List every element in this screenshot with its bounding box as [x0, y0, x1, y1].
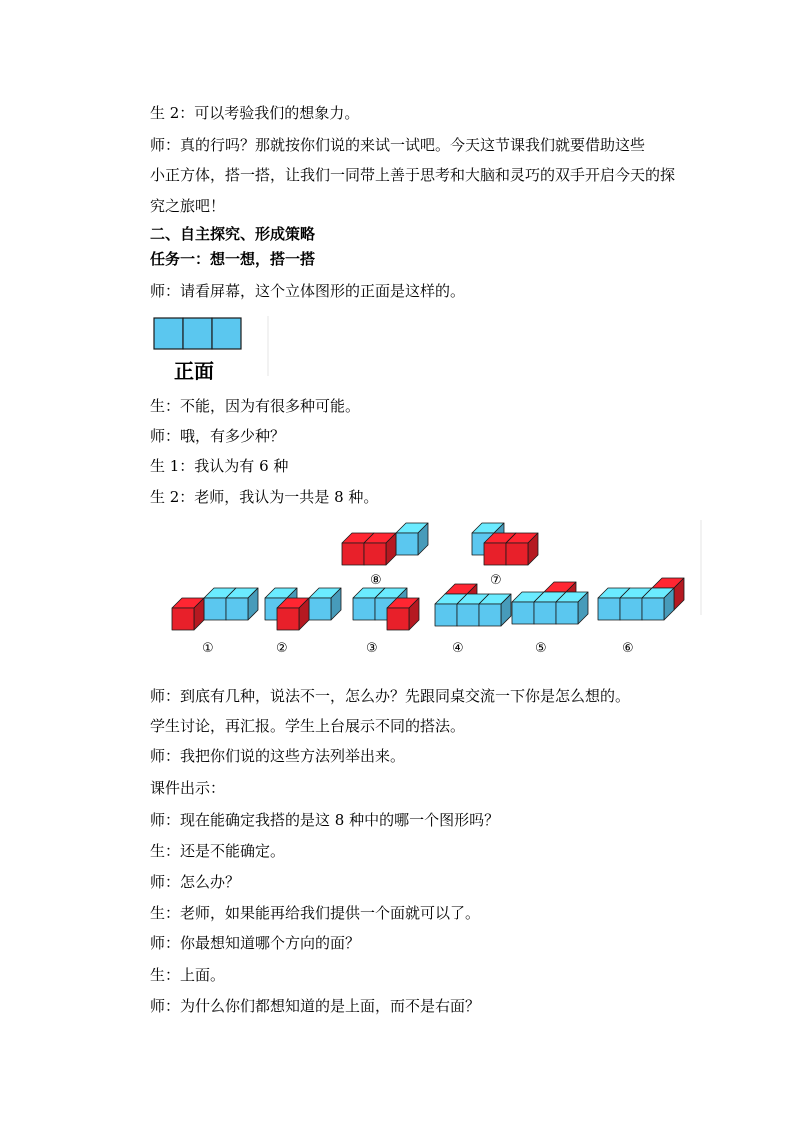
cube	[556, 592, 588, 624]
cube	[364, 533, 396, 565]
cube	[642, 588, 674, 620]
arrangement-3	[172, 588, 258, 630]
arrangement-label: ④	[452, 641, 464, 656]
cube	[396, 523, 428, 555]
text-line: 生 2：老师，我认为一共是 8 种。	[150, 488, 379, 506]
text-line: 生 2：可以考验我们的想象力。	[150, 104, 360, 122]
arrangement-label: ③	[366, 641, 378, 656]
arrangement-label: ⑧	[370, 573, 382, 588]
text-line: 师：怎么办？	[150, 873, 241, 891]
text-line: 师：请看屏幕，这个立体图形的正面是这样的。	[150, 282, 466, 300]
text-line: 小正方体，搭一搭，让我们一同带上善于思考和大脑和灵巧的双手开启今天的探	[150, 166, 676, 184]
front-square	[183, 318, 212, 349]
front-square	[154, 318, 183, 349]
text-line: 生 1：我认为有 6 种	[150, 457, 289, 475]
text-line: 师：你最想知道哪个方向的面？	[150, 934, 361, 952]
front-view-label: 正面	[174, 359, 214, 383]
arrangement-8	[598, 578, 684, 620]
text-line: 生：不能，因为有很多种可能。	[150, 397, 361, 415]
cube	[387, 598, 419, 630]
text-line: 师：哦，有多少种？	[150, 427, 286, 445]
text-line: 学生讨论，再汇报。学生上台展示不同的搭法。	[150, 717, 466, 735]
cube	[226, 588, 258, 620]
text-line: 生：上面。	[150, 966, 226, 984]
text-line: 生：老师，如果能再给我们提供一个面就可以了。	[150, 904, 481, 922]
text-line: 师：到底有几种，说法不一，怎么办？先跟同桌交流一下你是怎么想的。	[150, 687, 631, 705]
task-heading: 任务一：想一想，搭一搭	[150, 250, 316, 268]
arrangement-4	[265, 588, 341, 630]
cube	[479, 594, 511, 626]
arrangement-label: ⑦	[490, 573, 502, 588]
text-line: 师：真的行吗？那就按你们说的来试一试吧。今天这节课我们就要借助这些	[150, 136, 646, 154]
arrangement-label: ⑤	[535, 641, 547, 656]
text-line: 究之旅吧！	[150, 197, 226, 215]
text-line: 师：我把你们说的这些方法列举出来。	[150, 747, 406, 765]
cube-arrangements-figure	[160, 520, 705, 665]
text-line: 生：还是不能确定。	[150, 842, 286, 860]
cube	[277, 598, 309, 630]
arrangement-6	[435, 584, 511, 626]
text-line: 师：现在能确定我搭的是这 8 种中的哪一个图形吗？	[150, 811, 500, 829]
arrangement-1	[342, 523, 428, 565]
arrangement-label: ①	[202, 641, 214, 656]
arrangement-7	[512, 582, 588, 624]
arrangement-label: ⑥	[622, 641, 634, 656]
section-heading: 二、自主探究、形成策略	[150, 225, 316, 243]
cube	[506, 533, 538, 565]
cube	[172, 598, 204, 630]
text-line: 师：为什么你们都想知道的是上面，而不是右面？	[150, 997, 481, 1015]
arrangement-5	[353, 588, 419, 630]
text-line: 课件出示：	[150, 779, 226, 797]
arrangement-label: ②	[276, 641, 288, 656]
cube	[309, 588, 341, 620]
arrangement-2	[472, 523, 538, 565]
front-square	[212, 318, 241, 349]
